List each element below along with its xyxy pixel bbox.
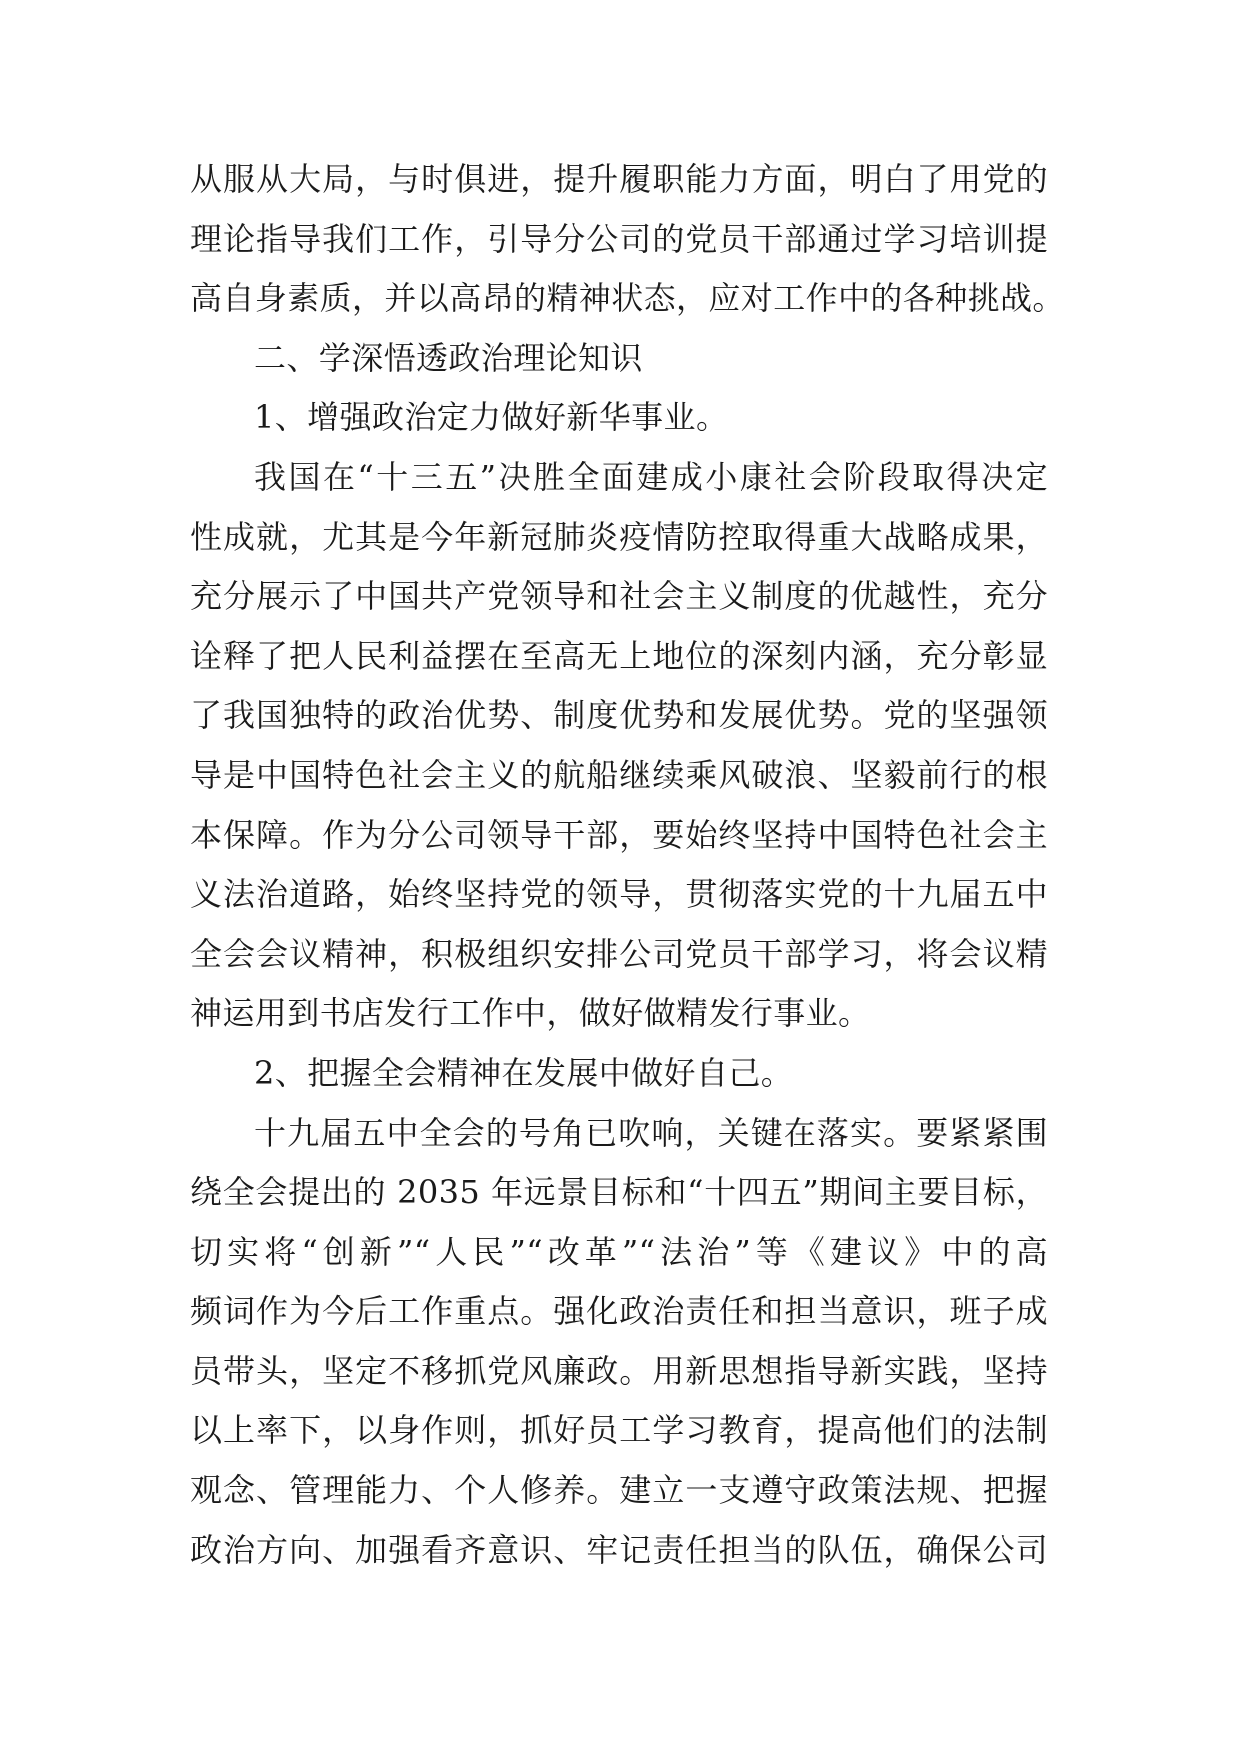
subsection-heading: 1、增强政治定力做好新华事业。 <box>254 398 729 437</box>
paragraph-line: 以上率下，以身作则，抓好员工学习教育，提高他们的法制 <box>190 1411 1048 1450</box>
paragraph-line: 频词作为今后工作重点。强化政治责任和担当意识，班子成 <box>190 1292 1048 1331</box>
paragraph-line: 切实将“创新”“人民”“改革”“法治”等《建议》中的高 <box>190 1232 1048 1271</box>
paragraph-line: 理论指导我们工作，引导分公司的党员干部通过学习培训提 <box>190 219 1048 258</box>
section-heading: 二、学深悟透政治理论知识 <box>254 338 643 377</box>
paragraph-line: 导是中国特色社会主义的航船继续乘风破浪、坚毅前行的根 <box>190 755 1048 794</box>
paragraph-line: 观念、管理能力、个人修养。建立一支遵守政策法规、把握 <box>190 1471 1048 1510</box>
paragraph-line: 义法治道路，始终坚持党的领导，贯彻落实党的十九届五中 <box>190 875 1048 914</box>
paragraph-line: 性成就，尤其是今年新冠肺炎疫情防控取得重大战略成果， <box>190 517 1048 556</box>
paragraph-line: 员带头，坚定不移抓党风廉政。用新思想指导新实践，坚持 <box>190 1351 1048 1390</box>
paragraph-line: 十九届五中全会的号角已吹响，关键在落实。要紧紧围 <box>254 1113 1048 1152</box>
paragraph-line: 绕全会提出的 2035 年远景目标和“十四五”期间主要目标， <box>190 1173 1048 1212</box>
paragraph-line: 充分展示了中国共产党领导和社会主义制度的优越性，充分 <box>190 577 1048 616</box>
paragraph-line: 本保障。作为分公司领导干部，要始终坚持中国特色社会主 <box>190 815 1048 854</box>
subsection-heading: 2、把握全会精神在发展中做好自己。 <box>254 1053 794 1092</box>
paragraph-line: 神运用到书店发行工作中，做好做精发行事业。 <box>190 994 871 1033</box>
document-body <box>190 150 1065 1580</box>
paragraph-line: 从服从大局，与时俱进，提升履职能力方面，明白了用党的 <box>190 160 1048 198</box>
paragraph-line: 了我国独特的政治优势、制度优势和发展优势。党的坚强领 <box>190 696 1048 735</box>
paragraph-line: 政治方向、加强看齐意识、牢记责任担当的队伍，确保公司 <box>190 1530 1048 1569</box>
paragraph-line: 高自身素质，并以高昂的精神状态，应对工作中的各种挑战。 <box>190 279 1065 318</box>
paragraph-line: 全会会议精神，积极组织安排公司党员干部学习，将会议精 <box>190 934 1048 973</box>
paragraph-line: 诠释了把人民利益摆在至高无上地位的深刻内涵，充分彰显 <box>190 636 1048 675</box>
paragraph-line: 我国在“十三五”决胜全面建成小康社会阶段取得决定 <box>254 457 1048 496</box>
